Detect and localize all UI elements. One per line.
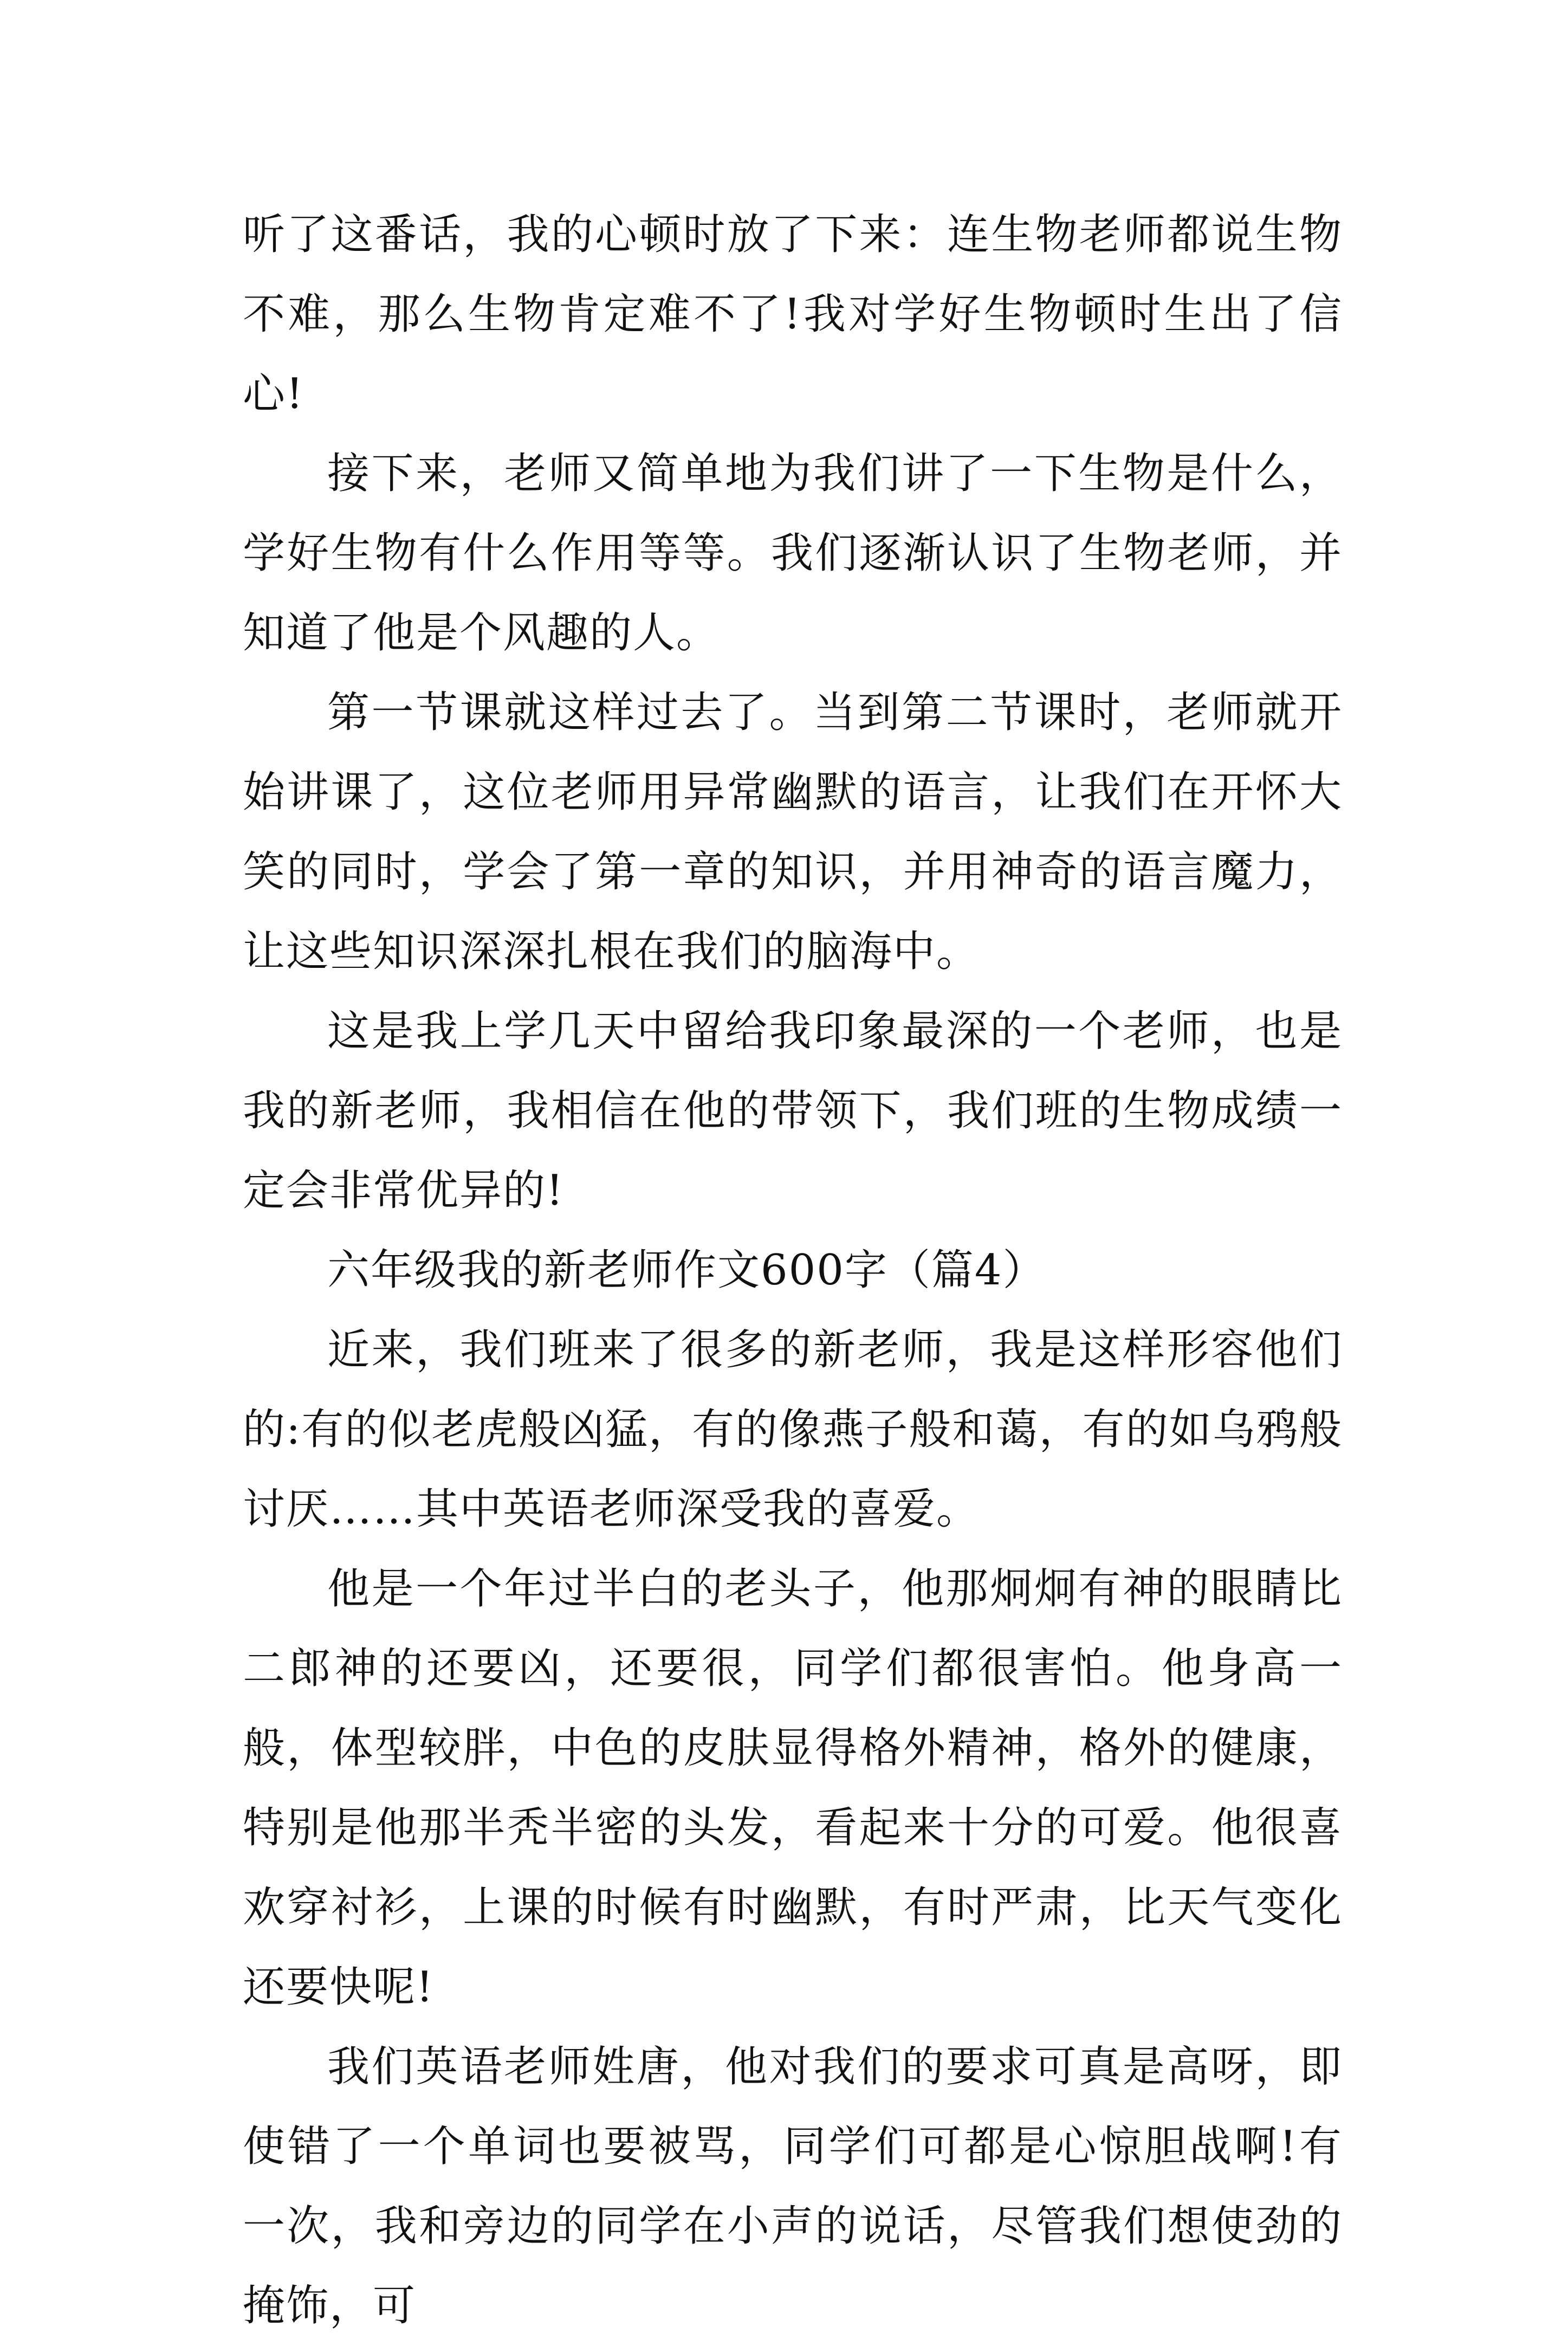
paragraph: 接下来，老师又简单地为我们讲了一下生物是什么，学好生物有什么作用等等。我们逐渐认识了生物老师，并知道了他是个风趣的人。: [243, 449, 1343, 657]
paragraph: 近来，我们班来了很多的新老师，我是这样形容他们的:有的似老虎般凶猛，有的像燕子般和蔼，有的如乌鸦般讨厌……其中英语老师深受我的喜爱。: [243, 1326, 1343, 1534]
document-body: [243, 195, 1343, 2346]
paragraph: 听了这番话，我的心顿时放了下来：连生物老师都说生物不难，那么生物肯定难不了!我对学好生物顿时生出了信心!: [243, 210, 1343, 418]
paragraph: 第一节课就这样过去了。当到第二节课时，老师就开始讲课了，这位老师用异常幽默的语言，让我们在开怀大笑的同时，学会了第一章的知识，并用神奇的语言魔力，让这些知识深深扎根在我们的脑海中。: [243, 688, 1343, 976]
section-heading: 六年级我的新老师作文600字（篇4）: [327, 1246, 1046, 1295]
paragraph: 他是一个年过半白的老头子，他那炯炯有神的眼睛比二郎神的还要凶，还要很，同学们都很害怕。他身高一般，体型较胖，中色的皮肤显得格外精神，格外的健康，特别是他那半秃半密的头发，看起来十分的可爱。他很喜欢穿衬衫，上课的时候有时幽默，有时严肃，比天气变化还要快呢!: [243, 1565, 1343, 2012]
paragraph: 我们英语老师姓唐，他对我们的要求可真是高呀，即使错了一个单词也要被骂，同学们可都是心惊胆战啊!有一次，我和旁边的同学在小声的说话，尽管我们想使劲的掩饰，可: [243, 2043, 1343, 2330]
paragraph: 这是我上学几天中留给我印象最深的一个老师，也是我的新老师，我相信在他的带领下，我们班的生物成绩一定会非常优异的!: [243, 1007, 1343, 1215]
